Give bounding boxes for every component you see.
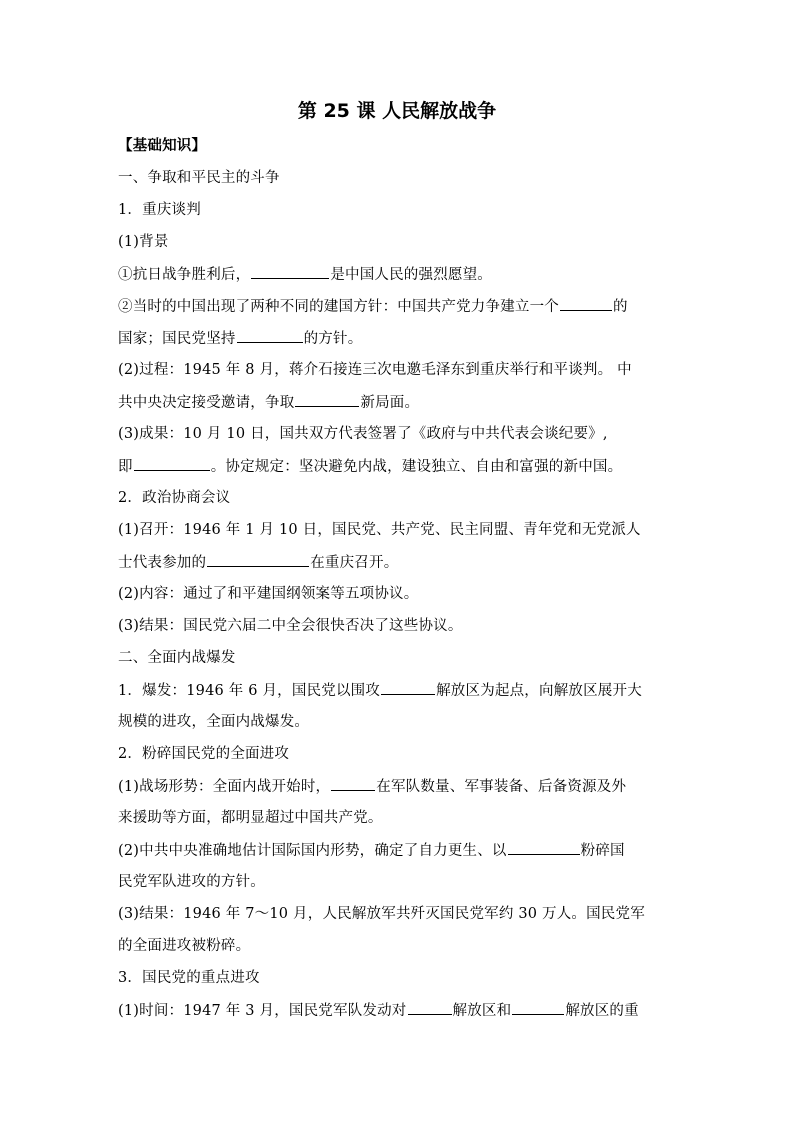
paragraph-line: 士代表参加的 在重庆召开。 — [118, 552, 688, 573]
fill-in-blank[interactable] — [408, 1000, 452, 1015]
fill-in-blank[interactable] — [381, 680, 435, 695]
paragraph-line: (2)过程：1945 年 8 月，蒋介石接连三次电邀毛泽东到重庆举行和平谈判。 中 — [118, 362, 632, 378]
paragraph-line: (3)结果：国民党六届二中全会很快否决了这些协议。 — [118, 618, 463, 634]
paragraph-line: 1．爆发：1946 年 6 月，国民党以围攻 解放区为起点，向解放区展开大 — [118, 680, 688, 701]
fill-in-blank[interactable] — [295, 392, 359, 407]
paragraph-line: 来援助等方面，都明显超过中国共产党。 — [118, 810, 383, 826]
heading-key-offensive: 3．国民党的重点进攻 — [118, 970, 260, 986]
fill-in-blank[interactable] — [251, 264, 329, 279]
paragraph-line: (3)成果：10 月 10 日，国共双方代表签署了《政府与中共代表会谈纪要》, — [118, 426, 608, 442]
fill-in-blank[interactable] — [512, 1000, 564, 1015]
paragraph-line: (2)内容：通过了和平建国纲领案等五项协议。 — [118, 586, 419, 602]
fill-in-blank[interactable] — [207, 552, 309, 567]
heading-part-two: 二、全面内战爆发 — [118, 650, 236, 666]
fill-in-blank[interactable] — [331, 776, 375, 791]
paragraph-line: 共中央决定接受邀请，争取 新局面。 — [118, 392, 688, 413]
paragraph-line: ①抗日战争胜利后， 是中国人民的强烈愿望。 — [118, 264, 688, 285]
paragraph-line: (1)战场形势：全面内战开始时， 在军队数量、军事装备、后备资源及外 — [118, 776, 688, 797]
paragraph-line: (2)中共中央准确地估计国际国内形势，确定了自力更生、以 粉碎国 — [118, 840, 688, 861]
heading-smash-offensive: 2．粉碎国民党的全面进攻 — [118, 746, 290, 762]
fill-in-blank[interactable] — [560, 296, 612, 311]
paragraph-line: 民党军队进攻的方针。 — [118, 874, 265, 890]
fill-in-blank[interactable] — [508, 840, 580, 855]
subheading-background: (1)背景 — [118, 234, 169, 250]
page-title: 第 25 课 人民解放战争 — [297, 100, 497, 122]
paragraph-line: (3)结果：1946 年 7～10 月，人民解放军共歼灭国民党军约 30 万人。国民党军 — [118, 906, 645, 922]
paragraph-line: 即 。协定规定：坚决避免内战，建设独立、自由和富强的新中国。 — [118, 456, 688, 477]
paragraph-line: 国家；国民党坚持 的方针。 — [118, 328, 688, 349]
heading-chongqing-negotiation: 1．重庆谈判 — [118, 202, 201, 218]
paragraph-line: 的全面进攻被粉碎。 — [118, 938, 251, 954]
paragraph-line: (1)时间：1947 年 3 月，国民党军队发动对 解放区和 解放区的重 — [118, 1000, 688, 1021]
heading-part-one: 一、争取和平民主的斗争 — [118, 170, 280, 186]
heading-political-consultative-conference: 2．政治协商会议 — [118, 490, 231, 506]
fill-in-blank[interactable] — [237, 328, 303, 343]
paragraph-line: ②当时的中国出现了两种不同的建国方针：中国共产党力争建立一个 的 — [118, 296, 688, 317]
fill-in-blank[interactable] — [134, 456, 210, 471]
paragraph-line: 规模的进攻，全面内战爆发。 — [118, 714, 310, 730]
section-heading-basic-knowledge: 【基础知识】 — [118, 138, 207, 154]
paragraph-line: (1)召开：1946 年 1 月 10 日，国民党、共产党、民主同盟、青年党和无党派人 — [118, 522, 641, 538]
